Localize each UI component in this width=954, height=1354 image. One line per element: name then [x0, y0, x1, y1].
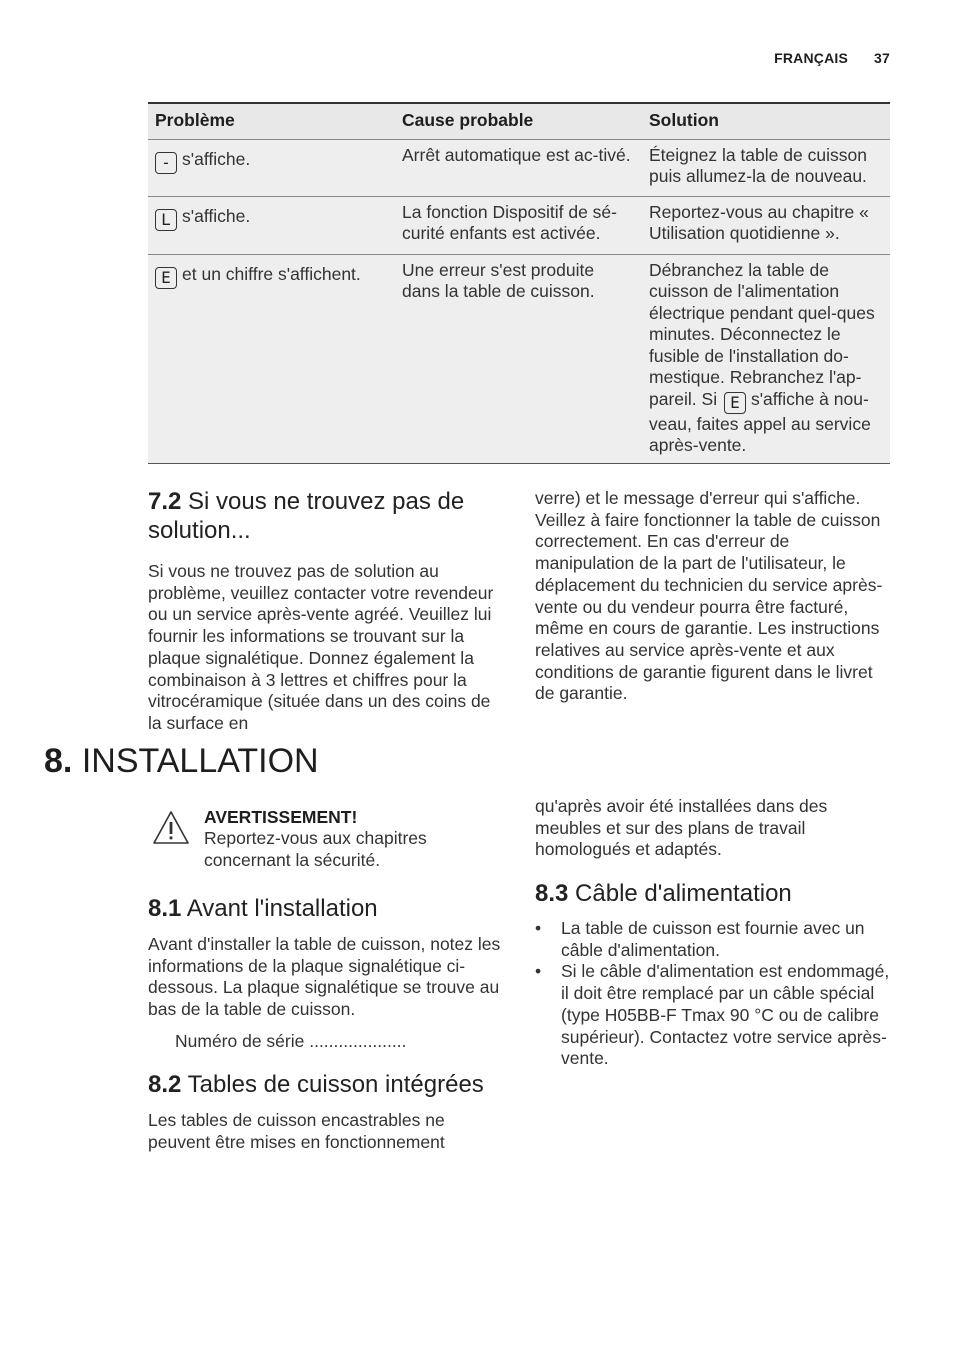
- solution-cell: Éteignez la table de cuisson puis allumez-la de nouveau.: [642, 139, 890, 196]
- problem-text: s'affiche.: [182, 148, 251, 169]
- problem-cell: [148, 196, 395, 254]
- chapter-title: INSTALLATION: [81, 742, 319, 780]
- solution-text-continued: s'affiche à nou-veau, faites appel au service après-vente.: [649, 388, 871, 455]
- section-8-1: [148, 894, 504, 1053]
- language-label: FRANÇAIS: [774, 50, 849, 66]
- section-heading-8-3: [535, 879, 891, 908]
- paragraph: Les tables de cuisson encastrables ne peuvent être mises en fonctionnement: [148, 1110, 445, 1152]
- section-heading-7-2: [148, 487, 504, 545]
- problem-cell: [148, 254, 395, 463]
- section-number: 7.2: [148, 488, 182, 515]
- page-header: [774, 50, 890, 66]
- column-header-problem: Problème: [148, 103, 395, 139]
- display-symbol-icon: L: [155, 209, 177, 231]
- paragraph: qu'après avoir été installées dans des meubles et sur des plans de travail homologués et adaptés.: [535, 796, 828, 860]
- section-7-2-left: [148, 487, 504, 735]
- display-symbol-icon: -: [155, 152, 177, 174]
- problem-cell: [148, 139, 395, 196]
- chapter-number: 8.: [44, 742, 73, 780]
- solution-cell: Reportez-vous au chapitre « Utilisation quotidienne ».: [642, 196, 890, 254]
- section-title: Tables de cuisson intégrées: [187, 1071, 484, 1098]
- paragraph: Avant d'installer la table de cuisson, notez les informations de la plaque signalétique ci-dessous. La plaque signalétique se trouve au bas de la table de cuisson.: [148, 934, 501, 1020]
- paragraph: Si vous ne trouvez pas de solution au problème, veuillez contacter votre revendeur ou un service après-vente agréé. Veuillez lui fournir les informations se trouvant sur la plaque signalétique. Donnez également la combinaison à 3 lettres et chiffres pour la vitrocéramique (située dans un des coins de la surface en: [148, 561, 494, 733]
- section-heading-8-1: [148, 894, 504, 923]
- table-row: [148, 254, 890, 463]
- cause-cell: La fonction Dispositif de sé-curité enfants est activée.: [395, 196, 642, 254]
- section-number: 8.2: [148, 1071, 182, 1098]
- section-7-2-right: [535, 488, 891, 705]
- section-heading-8-2: [148, 1070, 504, 1099]
- warning-text: Reportez-vous aux chapitres concernant la sécurité.: [204, 828, 427, 870]
- serial-number-line: Numéro de série ....................: [175, 1030, 407, 1051]
- table-header-row: [148, 103, 890, 139]
- warning-title: AVERTISSEMENT!: [204, 807, 358, 827]
- section-title: Câble d'alimentation: [575, 880, 792, 907]
- list-item: • La table de cuisson est fournie avec un câble d'alimentation.: [535, 918, 891, 961]
- section-8-2-left: [148, 1070, 504, 1153]
- bullet-list: [535, 918, 891, 1070]
- cause-cell: Une erreur s'est produite dans la table de cuisson.: [395, 254, 642, 463]
- chapter-heading-installation: [44, 742, 319, 781]
- table-row: [148, 139, 890, 196]
- section-8-3: [535, 879, 891, 1070]
- solution-cell: [642, 254, 890, 463]
- column-header-cause: Cause probable: [395, 103, 642, 139]
- section-number: 8.3: [535, 880, 569, 907]
- section-title: Si vous ne trouvez pas de solution...: [148, 488, 465, 544]
- problem-text: s'affiche.: [182, 205, 251, 226]
- section-8-2-right: [535, 796, 891, 861]
- display-symbol-icon: E: [724, 392, 746, 414]
- table-row: [148, 196, 890, 254]
- paragraph: verre) et le message d'erreur qui s'affiche. Veillez à faire fonctionner la table de cuisson correctement. En cas d'erreur de manipulation de la part de l'utilisateur, le déplacement du technicien du service après-vente ou du vendeur pourra être facturé, même en cours de garantie. Les instructions relatives au service après-vente et aux conditions de garantie figurent dans le livret de garantie.: [535, 488, 883, 704]
- solution-text: Débranchez la table de cuisson de l'alimentation électrique pendant quel-ques minutes. Déconnectez le fusible de l'installation do-mestique. Rebranchez l'ap-pareil. Si: [649, 259, 875, 409]
- troubleshooting-table: [148, 102, 890, 464]
- section-title: Avant l'installation: [186, 895, 378, 922]
- warning-triangle-icon: [152, 810, 190, 846]
- cause-cell: Arrêt automatique est ac-tivé.: [395, 139, 642, 196]
- list-item: • Si le câble d'alimentation est endommagé, il doit être remplacé par un câble spécial (type H05BB-F Tmax 90 °C ou de calibre supérieur). Contactez votre service après-vente.: [535, 961, 891, 1070]
- section-number: 8.1: [148, 895, 182, 922]
- column-header-solution: Solution: [642, 103, 890, 139]
- page-number: 37: [874, 50, 890, 66]
- problem-text: et un chiffre s'affichent.: [182, 263, 361, 284]
- display-symbol-icon: E: [155, 267, 177, 289]
